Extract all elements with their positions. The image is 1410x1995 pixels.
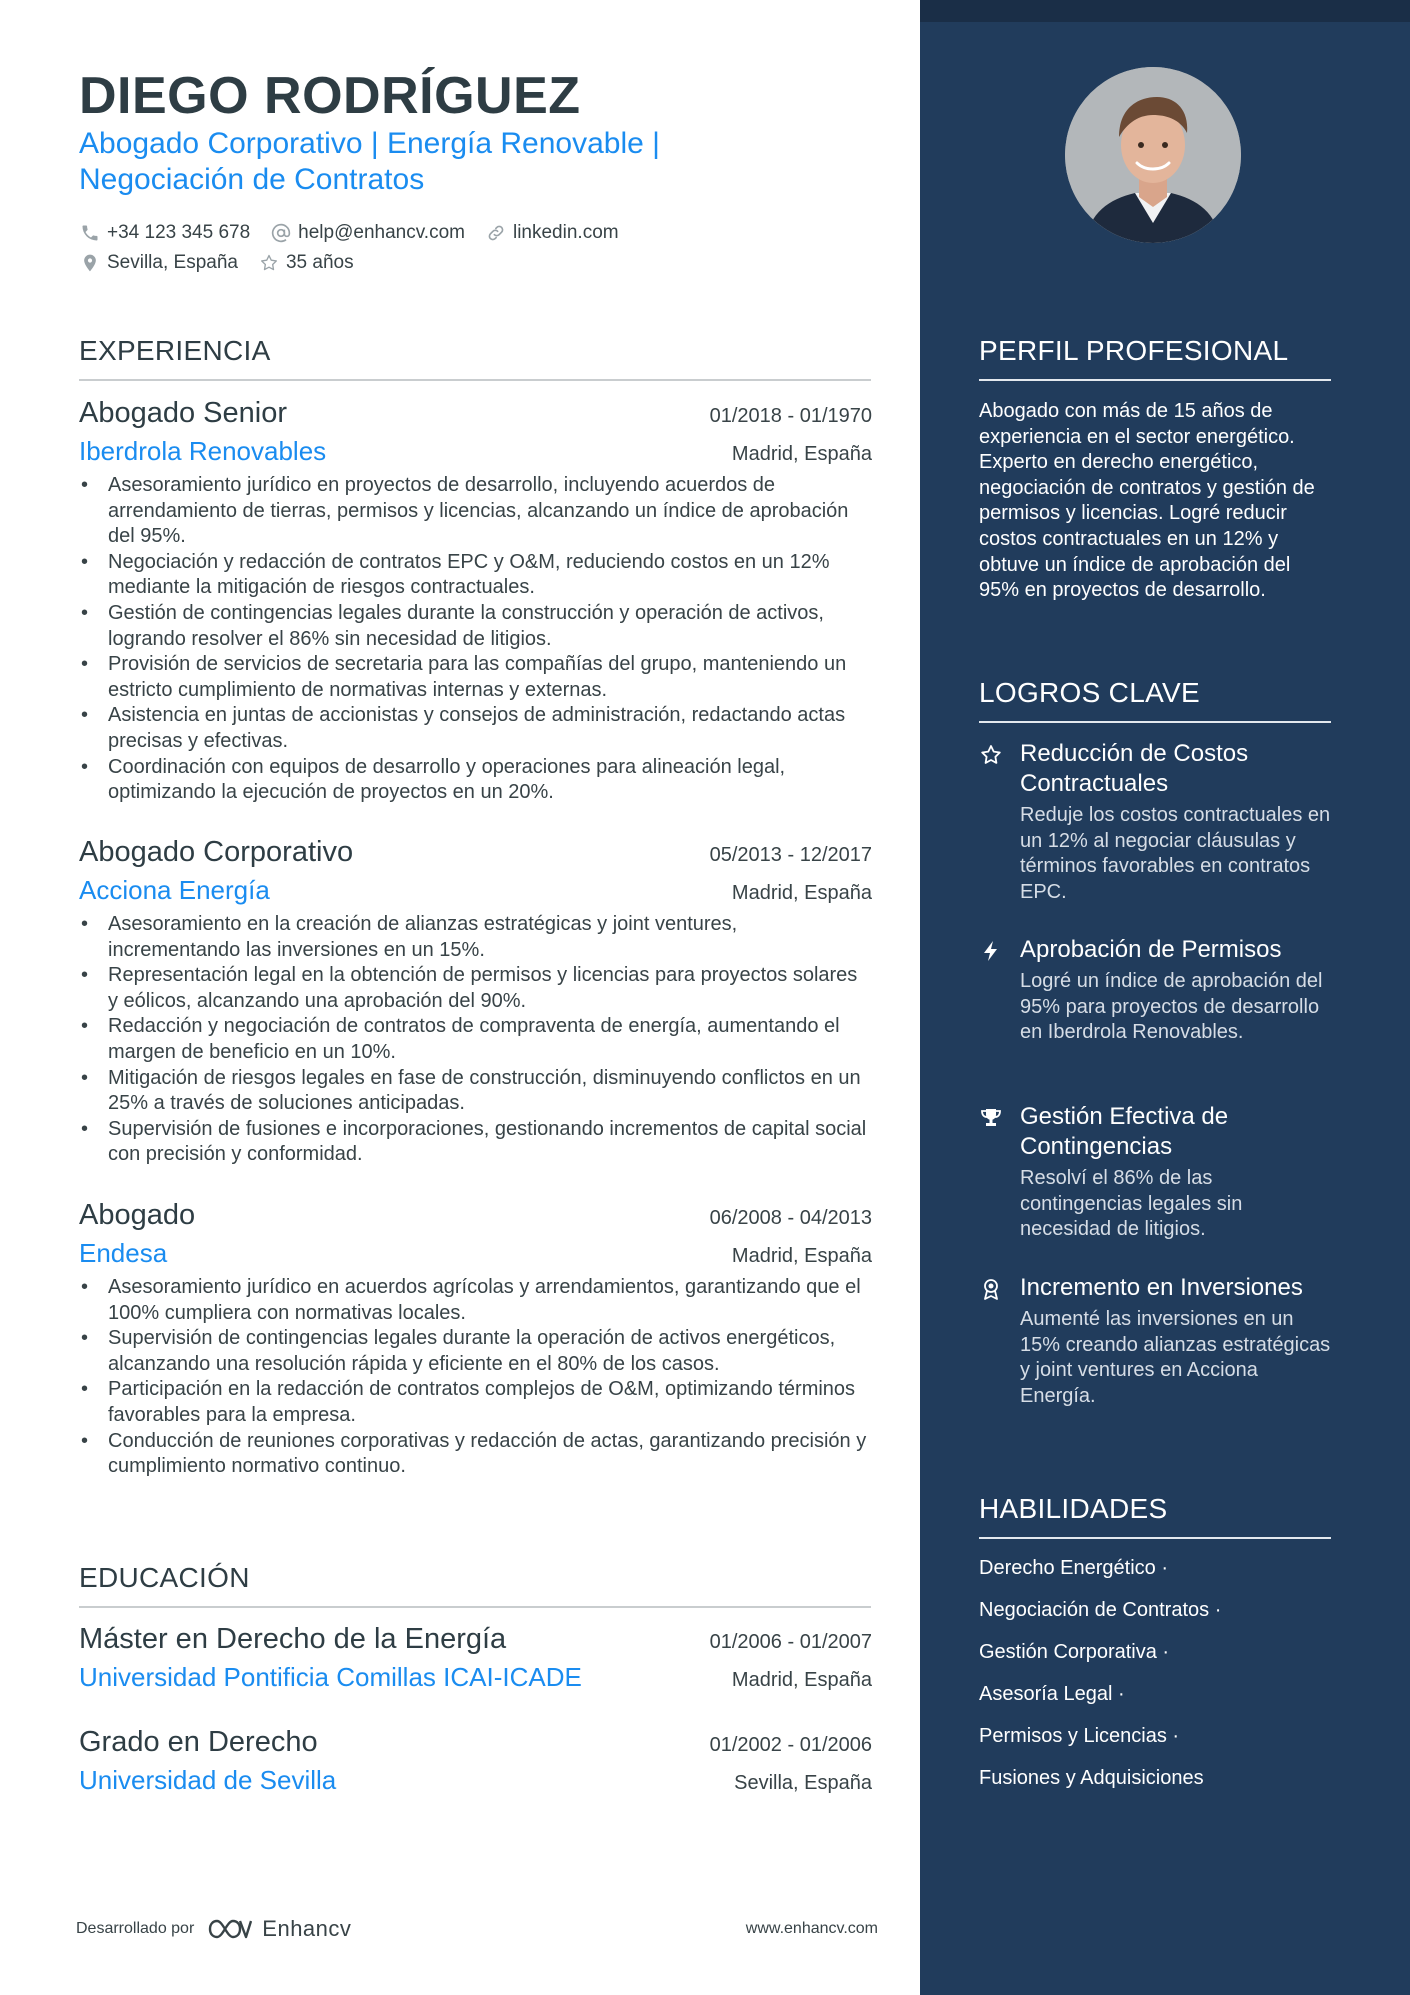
experience-section-title: EXPERIENCIA [79, 335, 871, 381]
skill-item: Permisos y Licencias · [979, 1725, 1180, 1747]
experience-entry [79, 1199, 872, 1480]
job-location: Madrid, España [731, 1245, 872, 1267]
education-entry [79, 1726, 872, 1796]
job-company[interactable]: Endesa [79, 1238, 168, 1268]
avatar-illustration [1065, 67, 1241, 243]
enhancv-logo-icon [206, 1916, 252, 1942]
job-bullet: • Asistencia en juntas de accionistas y consejos de administración, redactando actas precisas y efectivas. [79, 703, 872, 754]
school[interactable]: Universidad Pontificia Comillas ICAI-ICADE [79, 1662, 582, 1692]
website-contact[interactable] [485, 222, 619, 244]
enhancv-logo[interactable] [206, 1916, 351, 1942]
job-bullet: • Conducción de reuniones corporativas y redacción de actas, garantizando precisión y cumplimiento normativo continuo. [79, 1429, 872, 1480]
job-bullet: • Negociación y redacción de contratos EPC y O&M, reduciendo costos en un 12% mediante la mitigación de riesgos contractuales. [79, 550, 872, 601]
experience-entry [79, 397, 872, 806]
location-contact [79, 252, 238, 274]
phone-text: +34 123 345 678 [107, 222, 251, 243]
achievement-item [979, 1102, 1334, 1243]
link-icon [485, 222, 507, 244]
experience-entry [79, 836, 872, 1168]
job-bullet: • Representación legal en la obtención de permisos y licencias para proyectos solares y eólicos, alcanzando una aprobación del 90%. [79, 963, 872, 1014]
job-role: Abogado Senior [79, 397, 287, 429]
at-icon [270, 222, 292, 244]
education-entry [79, 1623, 872, 1693]
bolt-icon [979, 939, 1003, 963]
age-contact [258, 252, 354, 274]
job-bullet: • Gestión de contingencias legales durante la construcción y operación de activos, logrando resolver el 86% sin necesidad de litigios. [79, 601, 872, 652]
job-bullet: • Provisión de servicios de secretaria para las compañías del grupo, manteniendo un estricto cumplimiento de normativas internas y externas. [79, 652, 872, 703]
achievements-section-title: LOGROS CLAVE [979, 677, 1331, 723]
profile-photo [1065, 67, 1241, 243]
trophy-icon [979, 1106, 1003, 1130]
job-dates: 05/2013 - 12/2017 [709, 844, 872, 866]
job-bullet: • Supervisión de fusiones e incorporaciones, gestionando incrementos de capital social con precisión y conformidad. [79, 1117, 872, 1168]
job-company[interactable]: Iberdrola Renovables [79, 436, 327, 466]
star-icon [979, 743, 1003, 767]
achievement-description: Aumenté las inversiones en un 15% creando alianzas estratégicas y joint ventures en Acciona Energía. [1020, 1308, 1331, 1407]
phone-contact[interactable] [79, 222, 250, 244]
education-location: Madrid, España [731, 1669, 872, 1691]
job-bullet: • Asesoramiento en la creación de alianzas estratégicas y joint ventures, incrementando las inversiones en un 15%. [79, 912, 872, 963]
degree: Grado en Derecho [79, 1726, 318, 1758]
skill-item: Fusiones y Adquisiciones [979, 1767, 1204, 1789]
age-text: 35 años [285, 252, 354, 273]
school[interactable]: Universidad de Sevilla [79, 1765, 337, 1795]
contact-info [79, 218, 779, 278]
job-location: Madrid, España [731, 882, 872, 904]
job-company[interactable]: Acciona Energía [79, 875, 270, 905]
job-bullet: • Coordinación con equipos de desarrollo y operaciones para alineación legal, optimizando la ejecución de proyectos en un 20%. [79, 755, 872, 806]
job-location: Madrid, España [731, 443, 872, 465]
headline: Abogado Corporativo | Energía Renovable | Negociación de Contratos [79, 127, 660, 196]
skill-item: Asesoría Legal · [979, 1683, 1125, 1705]
phone-icon [79, 222, 101, 244]
brand-text: Enhancv [262, 1916, 352, 1941]
job-role: Abogado [79, 1199, 196, 1231]
footer-branding [76, 1916, 351, 1942]
built-by-text: Desarrollado por [76, 1920, 195, 1937]
achievement-description: Reduje los costos contractuales en un 12% al negociar cláusulas y términos favorables en contratos EPC. [1020, 804, 1331, 903]
website-text: linkedin.com [512, 222, 619, 243]
achievement-title: Gestión Efectiva de Contingencias [1020, 1103, 1229, 1160]
job-bullet: • Redacción y negociación de contratos de compraventa de energía, aumentando el margen de beneficio en un 10%. [79, 1014, 872, 1065]
candidate-name: DIEGO RODRÍGUEZ [79, 67, 581, 125]
job-dates: 06/2008 - 04/2013 [709, 1207, 872, 1229]
achievement-title: Aprobación de Permisos [1020, 936, 1282, 963]
star-icon [258, 252, 280, 274]
achievement-description: Resolví el 86% de las contingencias legales sin necesidad de litigios. [1020, 1167, 1243, 1241]
job-bullets [79, 473, 872, 806]
profile-summary: Abogado con más de 15 años de experiencia en el sector energético. Experto en derecho energético, negociación de contratos y gestión de permisos y licencias. Logré reducir costos contractuales en un 12% y obtuve un índice de aprobación del 95% en proyectos de desarrollo. [979, 400, 1315, 602]
skills-section-title: HABILIDADES [979, 1493, 1331, 1539]
email-contact[interactable] [270, 222, 465, 244]
email-text: help@enhancv.com [298, 222, 465, 243]
achievement-title: Reducción de Costos Contractuales [1020, 740, 1249, 797]
skill-item: Negociación de Contratos · [979, 1599, 1222, 1621]
achievement-item [979, 1273, 1334, 1409]
job-role: Abogado Corporativo [79, 836, 354, 868]
achievement-item [979, 935, 1334, 1046]
degree: Máster en Derecho de la Energía [79, 1623, 507, 1655]
medal-icon [979, 1277, 1003, 1301]
footer-url[interactable]: www.enhancv.com [745, 1920, 878, 1937]
achievement-description: Logré un índice de aprobación del 95% para proyectos de desarrollo en Iberdrola Renovables. [1020, 970, 1323, 1044]
education-section-title: EDUCACIÓN [79, 1562, 871, 1608]
education-dates: 01/2006 - 01/2007 [709, 1631, 872, 1653]
skill-item: Gestión Corporativa · [979, 1641, 1170, 1663]
job-bullet: • Mitigación de riesgos legales en fase de construcción, disminuyendo conflictos en un 25% a través de soluciones anticipadas. [79, 1066, 872, 1117]
job-bullet: • Supervisión de contingencias legales durante la operación de activos energéticos, alcanzando una resolución rápida y eficiente en el 80% de los casos. [79, 1326, 872, 1377]
job-dates: 01/2018 - 01/1970 [709, 405, 872, 427]
job-bullet: • Participación en la redacción de contratos complejos de O&M, optimizando términos favorables para la empresa. [79, 1377, 872, 1428]
job-bullet: • Asesoramiento jurídico en proyectos de desarrollo, incluyendo acuerdos de arrendamiento de tierras, permisos y licencias, alcanzando un índice de aprobación del 95%. [79, 473, 872, 550]
education-location: Sevilla, España [734, 1772, 872, 1794]
job-bullet: • Asesoramiento jurídico en acuerdos agrícolas y arrendamientos, garantizando que el 100% cumpliera con normativas locales. [79, 1275, 872, 1326]
skill-item: Derecho Energético · [979, 1557, 1168, 1579]
job-bullets [79, 1275, 872, 1480]
job-bullets [79, 912, 872, 1168]
location-text: Sevilla, España [107, 252, 238, 273]
sidebar-top-band [920, 0, 1410, 22]
profile-section-title: PERFIL PROFESIONAL [979, 335, 1331, 381]
skills-list [979, 1555, 1331, 1807]
map-pin-icon [79, 252, 101, 274]
achievement-title: Incremento en Inversiones [1020, 1274, 1303, 1301]
education-dates: 01/2002 - 01/2006 [709, 1734, 872, 1756]
achievement-item [979, 739, 1334, 905]
